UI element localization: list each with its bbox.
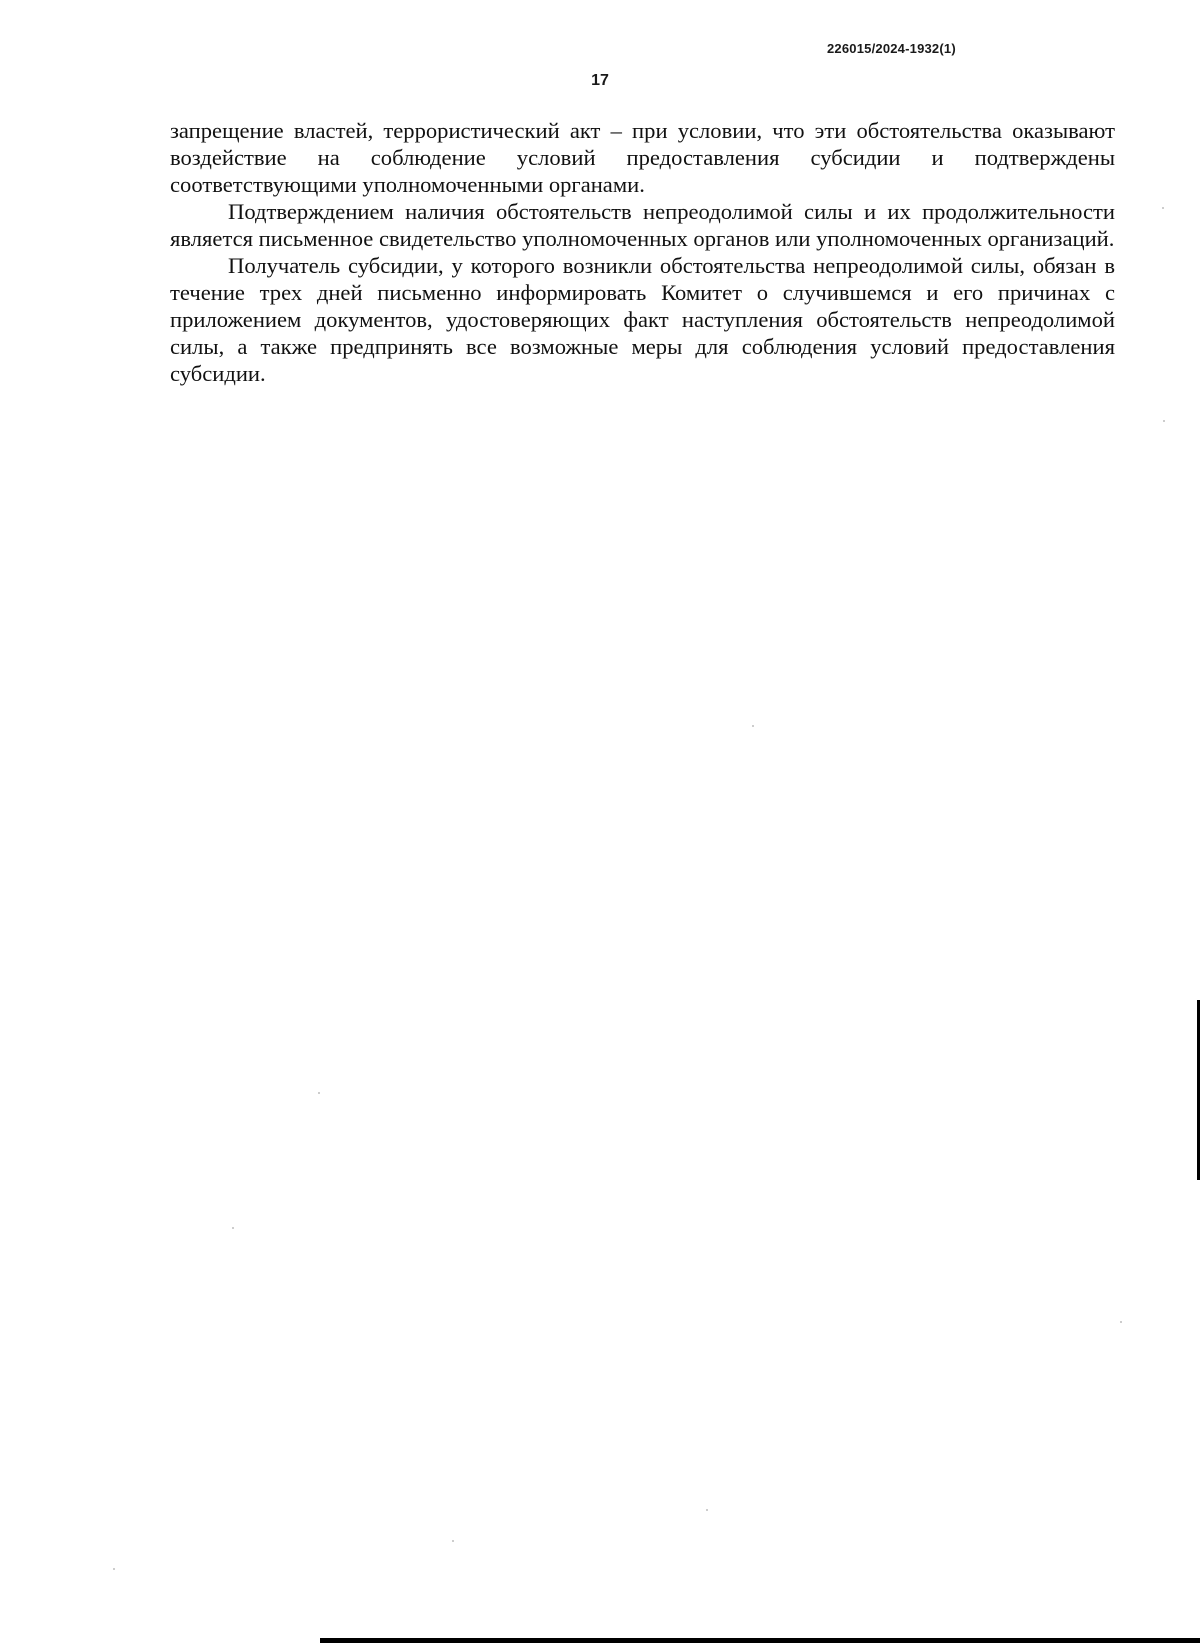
page-number: 17 (591, 72, 609, 89)
paragraph-recipient-obligations: Получатель субсидии, у которого возникли обстоятельства непреодолимой силы, обязан в течение трех дней письменно информировать Комитет о случившемся и его причинах с приложением документов, удостоверяющих факт наступления обстоятельств непреодолимой силы, а также предпринять все возможные меры для соблюдения условий предоставления субсидии. (170, 253, 1115, 386)
scan-speck (1162, 207, 1164, 209)
scan-speck (318, 1092, 320, 1094)
document-body (170, 117, 1115, 387)
document-registration-number: 226015/2024-1932(1) (827, 41, 956, 56)
scan-speck (752, 725, 754, 727)
scan-speck (1120, 1321, 1122, 1323)
paragraph-confirmation-of-circumstances: Подтверждением наличия обстоятельств непреодолимой силы и их продолжительности является письменное свидетельство уполномоченных органов или уполномоченных организаций. (170, 199, 1115, 251)
scan-speck (113, 1568, 115, 1570)
scan-speck (232, 1227, 234, 1229)
scan-speck (706, 1509, 708, 1511)
scan-edge-bottom (320, 1638, 1200, 1643)
scan-speck (1163, 420, 1165, 422)
paragraph-force-majeure-conditions: запрещение властей, террористический акт – при условии, что эти обстоятельства оказывают воздействие на соблюдение условий предоставления субсидии и подтверждены соответствующими уполномоченными органами. (170, 118, 1115, 197)
scan-speck (452, 1540, 454, 1542)
